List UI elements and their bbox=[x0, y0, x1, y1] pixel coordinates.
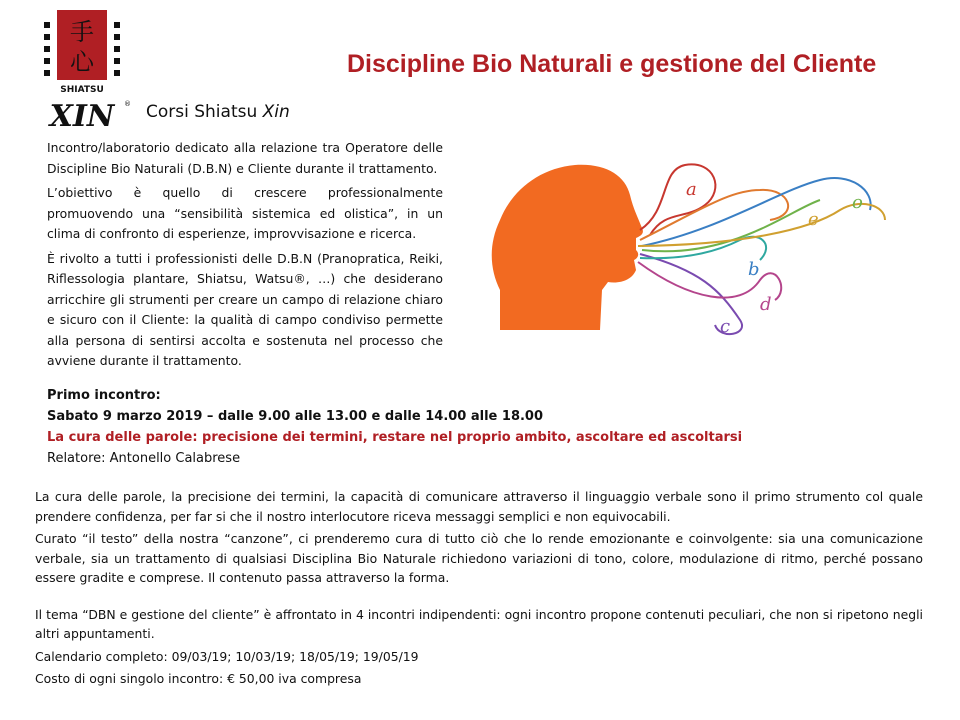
page-subtitle bbox=[146, 102, 290, 122]
calendar-line: Calendario completo: 09/03/19; 10/03/19; 18/05/19; 19/05/19 bbox=[35, 648, 419, 664]
event-date: Sabato 9 marzo 2019 – dalle 9.00 alle 13.00 e dalle 14.00 alle 18.00 bbox=[47, 409, 544, 424]
event-speaker: Relatore: Antonello Calabrese bbox=[47, 451, 241, 466]
page-title: Discipline Bio Naturali e gestione del Cliente bbox=[347, 50, 877, 78]
svg-text:XIN: XIN bbox=[49, 99, 115, 134]
cost-line: Costo di ogni singolo incontro: € 50,00 iva compresa bbox=[35, 671, 362, 686]
intro-section bbox=[47, 138, 443, 376]
svg-text:手: 手 bbox=[70, 18, 94, 46]
svg-text:SHIATSU: SHIATSU bbox=[60, 85, 104, 95]
body-section bbox=[35, 487, 923, 692]
intro-paragraph-3: È rivolto a tutti i professionisti delle D.B.N (Pranopratica, Reiki, Riflessologia plantare, Shiatsu, Watsu®, …) che desiderano arricchire gli strumenti per creare un campo di relazione chiaro e sicuro con il Cliente: la qualità di campo condiviso permette alla persona di sentirsi accolta e sostenuta nel processo che avviene durante il trattamento. bbox=[47, 250, 443, 368]
speaking-head-illustration bbox=[490, 150, 890, 350]
letter-e: e bbox=[808, 209, 819, 230]
event-heading: Primo incontro: bbox=[47, 388, 161, 403]
shiatsu-xin-logo bbox=[40, 8, 132, 134]
letter-c: c bbox=[720, 316, 731, 337]
subtitle-prefix: Corsi Shiatsu bbox=[146, 102, 258, 122]
body-paragraph-1: La cura delle parole, la precisione dei termini, la capacità di comunicare attraverso il linguaggio verbale sono il primo strumento col quale prendere confidenza, per far si che il nostro interlocutore riceva messaggi semplici e non equivocabili. bbox=[35, 489, 923, 524]
letter-b: b bbox=[748, 259, 760, 280]
intro-paragraph-2: L’obiettivo è quello di crescere professionalmente promuovendo una “sensibilità sistemica ed olistica”, in un clima di confronto di esperienze, improvvisazione e ricerca. bbox=[47, 185, 443, 241]
svg-text:心: 心 bbox=[70, 48, 94, 76]
event-section bbox=[47, 385, 927, 469]
body-paragraph-2: Curato “il testo” della nostra “canzone”, ci prenderemo cura di tutto ciò che lo rende emozionante e coinvolgente: sia una comunicazione verbale, sia un trattamento di qualsiasi Disciplina Bio Naturale richiedono variazioni di tono, colore, modulazione di ritmo, perché possano essere gradite e comprese. Il contenuto passa attraverso la forma. bbox=[35, 531, 923, 585]
event-topic: La cura delle parole: precisione dei termini, restare nel proprio ambito, ascoltare ed ascoltarsi bbox=[47, 430, 743, 445]
letter-d: d bbox=[760, 294, 772, 315]
svg-text:®: ® bbox=[124, 100, 131, 108]
intro-paragraph-1: Incontro/laboratorio dedicato alla relazione tra Operatore delle Discipline Bio Naturali (D.B.N) e Cliente durante il trattamento. bbox=[47, 140, 443, 176]
body-paragraph-3: Il tema “DBN e gestione del cliente” è affrontato in 4 incontri indipendenti: ogni incontro propone contenuti peculiari, che non si ripetono negli altri appuntamenti. bbox=[35, 606, 923, 641]
spacer bbox=[35, 591, 923, 605]
letter-a: a bbox=[686, 179, 697, 200]
letter-o: o bbox=[852, 192, 863, 213]
subtitle-emphasis: Xin bbox=[262, 102, 290, 122]
head-silhouette bbox=[492, 165, 643, 330]
